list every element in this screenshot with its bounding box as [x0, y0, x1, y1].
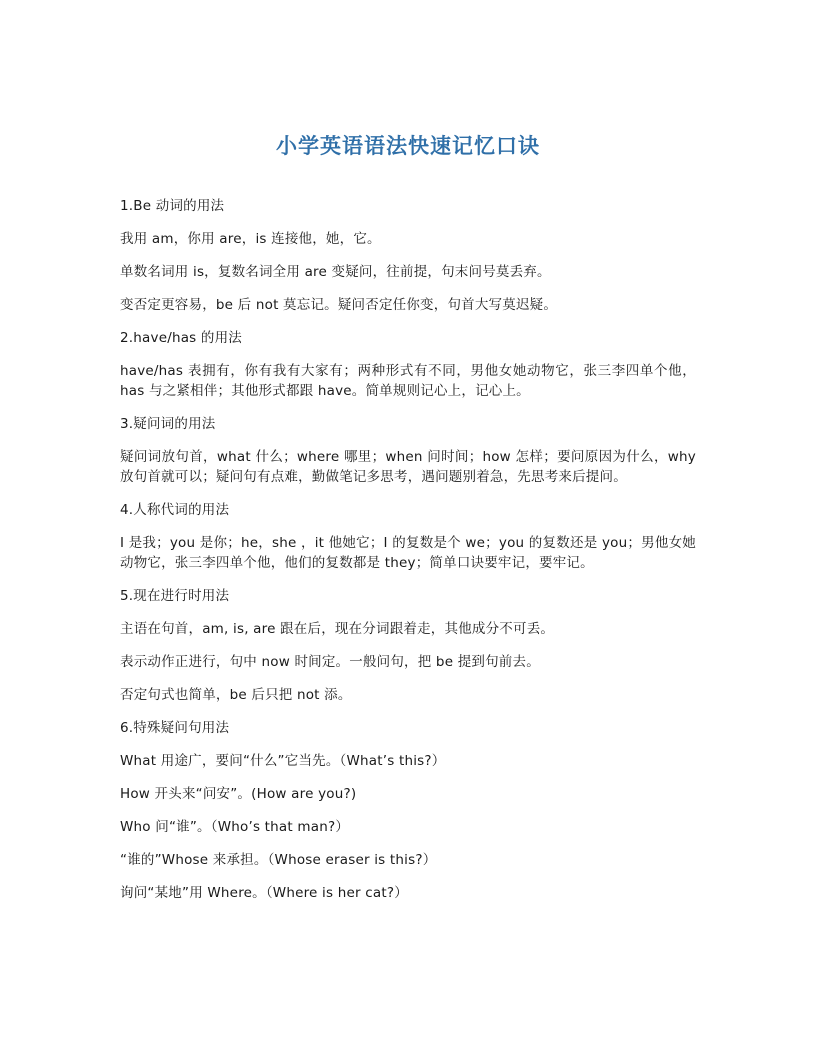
paragraph: 否定句式也简单，be 后只把 not 添。 [120, 687, 352, 703]
section-heading: 3.疑问词的用法 [120, 416, 216, 432]
paragraph: 疑问词放句首，what 什么；where 哪里；when 问时间；how 怎样；要问原因为什么，why 放句首就可以；疑问句有点难，勤做笔记多思考，遇问题别着急，先思考来后提问。 [120, 449, 696, 485]
paragraph: have/has 表拥有，你有我有大家有；两种形式有不同，男他女她动物它，张三李四单个他，has 与之紧相伴；其他形式都跟 have。简单规则记心上，记心上。 [120, 363, 696, 399]
paragraph: 询问“某地”用 Where。（Where is her cat?） [120, 885, 408, 901]
section-heading: 6.特殊疑问句用法 [120, 720, 230, 736]
paragraph: 主语在句首，am, is, are 跟在后，现在分词跟着走，其他成分不可丢。 [120, 621, 555, 637]
paragraph: I 是我；you 是你；he，she ，it 他她它；I 的复数是个 we；you 的复数还是 you；男他女她动物它，张三李四单个他，他们的复数都是 they；简单口诀要牢记，要牢记。 [120, 535, 696, 571]
paragraph: 表示动作正进行，句中 now 时间定。一般问句，把 be 提到句前去。 [120, 654, 540, 670]
paragraph: “谁的”Whose 来承担。（Whose eraser is this?） [120, 852, 437, 868]
document-body [120, 196, 696, 916]
section-heading: 4.人称代词的用法 [120, 502, 230, 518]
page-title: 小学英语语法快速记忆口诀 [276, 133, 540, 158]
section-heading: 2.have/has 的用法 [120, 330, 243, 346]
paragraph: 单数名词用 is，复数名词全用 are 变疑问，往前提，句末问号莫丢弃。 [120, 264, 551, 280]
section-heading: 1.Be 动词的用法 [120, 198, 225, 214]
section-heading: 5.现在进行时用法 [120, 588, 230, 604]
paragraph: Who 问“谁”。（Who’s that man?） [120, 819, 350, 835]
paragraph: 变否定更容易，be 后 not 莫忘记。疑问否定任你变，句首大写莫迟疑。 [120, 297, 558, 313]
paragraph: How 开头来“问安”。(How are you?) [120, 786, 357, 802]
paragraph: What 用途广，要问“什么”它当先。（What’s this?） [120, 753, 446, 769]
paragraph: 我用 am，你用 are，is 连接他，她，它。 [120, 231, 381, 247]
